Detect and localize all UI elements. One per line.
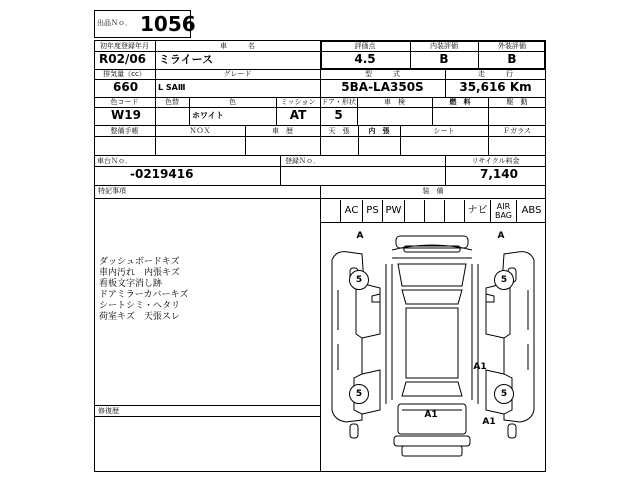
damage-mark-right-rear-door: 5 <box>494 384 514 404</box>
color: ホワイト <box>192 111 224 120</box>
drive-label: 駆 動 <box>506 98 528 106</box>
remark-line: 看板文字消し跡 <box>99 279 163 289</box>
inspection-label: 車 検 <box>384 98 405 106</box>
repair-history-label: 修復歴 <box>98 407 119 415</box>
remark-line: 荷室キズ 天張スレ <box>99 312 180 322</box>
mission-label: ミッション <box>280 98 316 106</box>
chassis-label: 車台Ｎｏ． <box>97 157 132 165</box>
chassis-number: -0219416 <box>130 167 194 181</box>
mileage: 35,616 Km <box>459 80 532 94</box>
exterior-grade-label: 外装評価 <box>498 42 526 50</box>
remark-line: シートシミ・ヘタリ <box>99 301 181 311</box>
year-label: 初年度登録年月 <box>100 42 149 50</box>
mission: AT <box>289 108 307 122</box>
interior-grade-label: 内装評価 <box>430 42 458 50</box>
type-label: 型 式 <box>365 70 400 78</box>
equipment-ac: AC <box>340 200 362 222</box>
equipment-blank <box>444 200 464 222</box>
equipment-blank <box>404 200 424 222</box>
model-type: 5BA-LA350S <box>341 80 424 94</box>
equipment-ps: PS <box>362 200 382 222</box>
remark-line: ドアミラーカバーキズ <box>99 290 189 300</box>
first-registration: R02/06 <box>99 52 147 66</box>
equipment-label: 装 備 <box>422 187 444 195</box>
damage-mark-rear-gate: A1 <box>424 410 438 420</box>
color-label: 色 <box>229 98 236 106</box>
damage-mark-left-front-door: 5 <box>349 270 369 290</box>
exterior-grade: B <box>507 52 517 66</box>
color-code: W19 <box>111 108 141 122</box>
damage-mark-right-front-door: 5 <box>494 270 514 290</box>
equipment-pw: PW <box>382 200 404 222</box>
doors-label: ドア・形状 <box>321 98 356 106</box>
grade: L SAⅢ <box>158 83 186 92</box>
score-label: 評価点 <box>354 42 376 50</box>
equipment-navi: ナビ <box>464 200 490 222</box>
seat-label: シート <box>433 127 455 135</box>
damage-mark-front-left: A <box>356 231 364 241</box>
damage-mark-front-right: A <box>497 231 505 241</box>
notes-label: 特記事項 <box>98 187 126 195</box>
doors: 5 <box>334 108 343 122</box>
equipment-abs: ABS <box>516 200 546 222</box>
evaluation-score: 4.5 <box>354 52 376 66</box>
equipment-blank <box>424 200 444 222</box>
fuel-label: 燃 料 <box>449 98 471 106</box>
lot-label: 出品Ｎｏ． <box>97 19 132 27</box>
displacement: 660 <box>113 80 139 94</box>
front-glass-label: Ｆガラス <box>503 127 531 135</box>
equipment-airbag: AIR BAG <box>490 200 516 222</box>
ceiling-label: 天 張 <box>328 127 350 135</box>
mileage-label: 走 行 <box>478 70 513 78</box>
maintenance-record-label: 整備手帳 <box>110 127 139 135</box>
recycle-fee: 7,140 <box>480 167 518 181</box>
damage-mark-left-rear-door: 5 <box>349 384 369 404</box>
remark-line: ダッシュボードキズ <box>99 257 180 267</box>
displacement-label: 排気量（cc） <box>103 70 146 78</box>
color-code-label: 色コード <box>110 98 139 106</box>
interior-cover-label: 内 張 <box>368 127 390 135</box>
car-damage-diagram <box>322 224 544 470</box>
nox-label: ＮＯＸ <box>189 127 211 135</box>
color-swap-label: 色替 <box>165 98 179 106</box>
history-label: 車 歴 <box>272 127 293 135</box>
interior-grade: B <box>439 52 449 66</box>
damage-mark-right-rear-quarter: A1 <box>473 362 487 372</box>
remark-line: 車内汚れ 内張キズ <box>99 268 180 278</box>
lot-number: 1056 <box>140 12 196 36</box>
damage-mark-rear-bumper-right: A1 <box>482 417 496 427</box>
car-name: ミライース <box>159 53 214 66</box>
recycle-fee-label: リサイクル料金 <box>471 157 520 165</box>
model-label: 車 名 <box>220 42 255 50</box>
grade-label: グレード <box>223 70 252 78</box>
registration-label: 登録Ｎｏ． <box>285 157 320 165</box>
